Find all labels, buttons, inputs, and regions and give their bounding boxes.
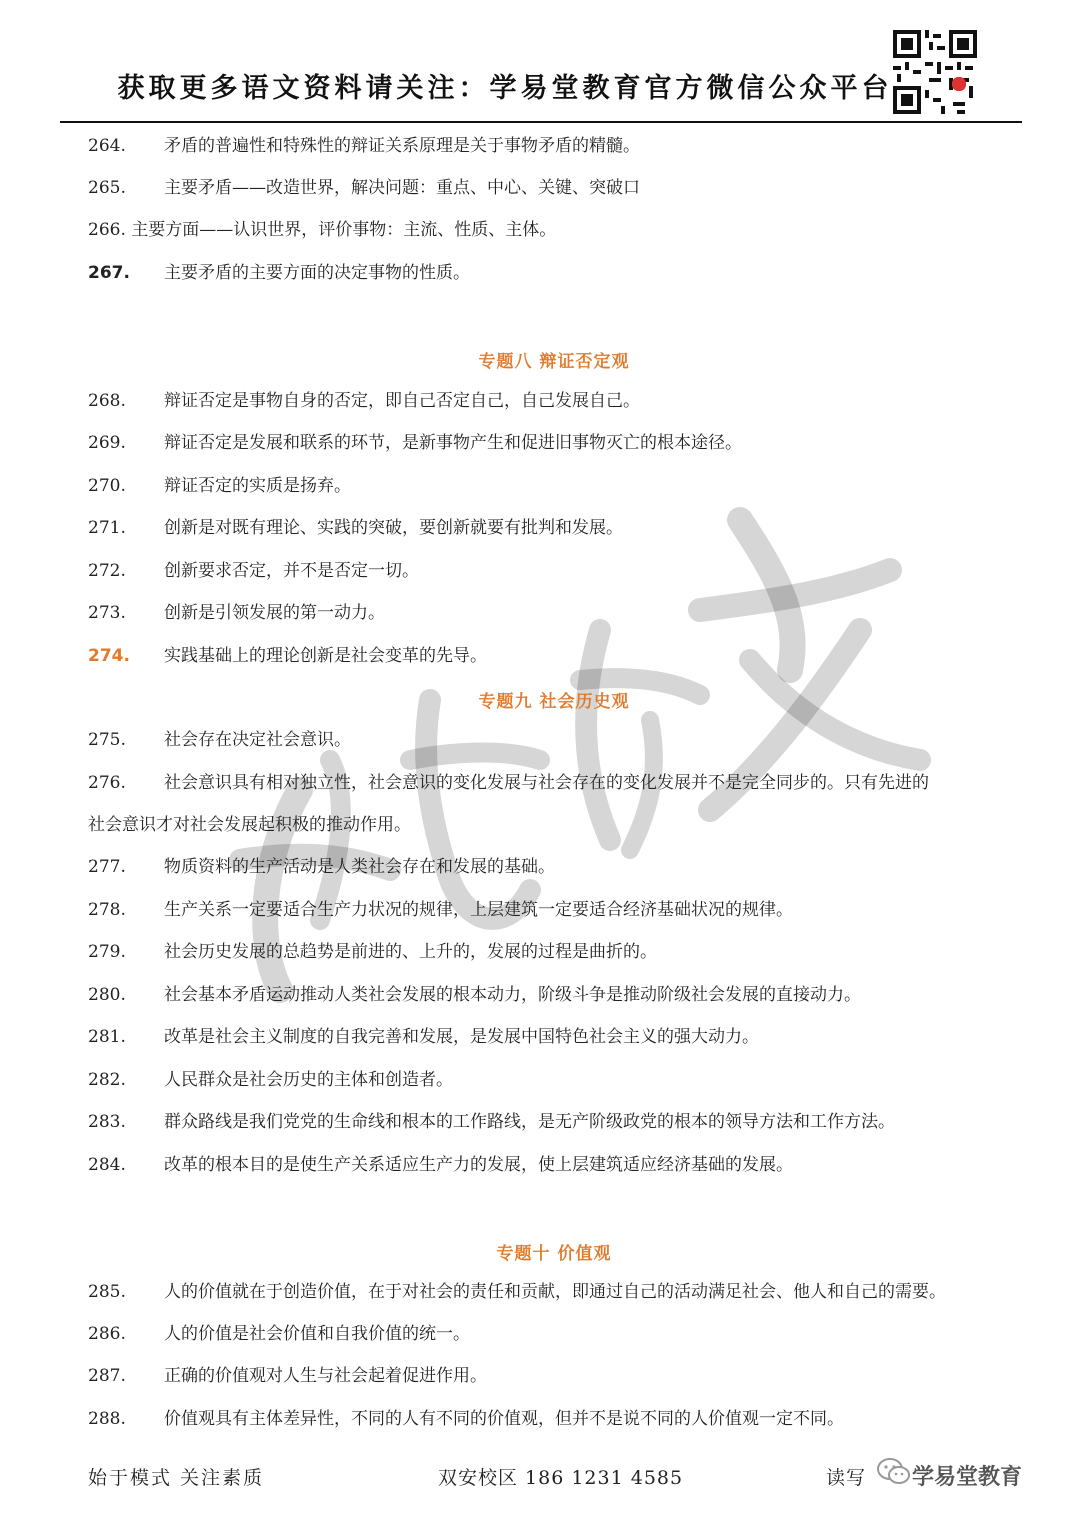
section-title: 专题九 社会历史观 <box>478 692 630 712</box>
item-text: 社会存在决定社会意识。 <box>164 730 351 750</box>
section-title: 专题十 价值观 <box>496 1244 612 1264</box>
item-number: 280. <box>88 985 126 1005</box>
item-number: 265. <box>88 178 126 198</box>
footer-contact: 双安校区 186 1231 4585 <box>438 1467 684 1489</box>
item-text: 社会意识具有相对独立性，社会意识的变化发展与社会存在的变化发展并不是完全同步的。只有先进的 <box>164 773 929 793</box>
item-text-continuation: 社会意识才对社会发展起积极的推动作用。 <box>88 815 411 835</box>
item-text: 社会基本矛盾运动推动人类社会发展的根本动力，阶级斗争是推动阶级社会发展的直接动力。 <box>164 985 861 1005</box>
item-number: 267. <box>88 263 130 283</box>
item-number: 278. <box>88 900 126 920</box>
item-text: 主要方面——认识世界，评价事物：主流、性质、主体。 <box>131 220 557 240</box>
item-text: 辩证否定的实质是扬弃。 <box>164 476 351 496</box>
item-number: 288. <box>88 1409 126 1429</box>
item-text: 主要矛盾——改造世界，解决问题：重点、中心、关键、突破口 <box>164 178 640 198</box>
item-number: 271. <box>88 518 126 538</box>
item-text: 辩证否定是事物自身的否定，即自己否定自己，自己发展自己。 <box>164 391 640 411</box>
item-number: 277. <box>88 857 126 877</box>
item-number: 274. <box>88 646 130 666</box>
item-text: 社会历史发展的总趋势是前进的、上升的，发展的过程是曲折的。 <box>164 942 657 962</box>
item-text: 人的价值就在于创造价值，在于对社会的责任和贡献，即通过自己的活动满足社会、他人和自己的需要。 <box>164 1282 946 1302</box>
item-number: 283. <box>88 1112 126 1132</box>
item-text: 矛盾的普遍性和特殊性的辩证关系原理是关于事物矛盾的精髓。 <box>164 136 640 156</box>
item-number: 282. <box>88 1070 126 1090</box>
wechat-account-name: 学易堂教育 <box>912 1465 1023 1490</box>
item-text: 改革的根本目的是使生产关系适应生产力的发展，使上层建筑适应经济基础的发展。 <box>164 1155 793 1175</box>
header-divider <box>60 121 1022 123</box>
qr-code-icon[interactable] <box>893 30 977 114</box>
item-text: 物质资料的生产活动是人类社会存在和发展的基础。 <box>164 857 555 877</box>
item-number: 281. <box>88 1027 126 1047</box>
footer-slogan: 始于模式 关注素质 <box>88 1467 265 1489</box>
item-text: 创新是引领发展的第一动力。 <box>164 603 385 623</box>
item-number: 284. <box>88 1155 126 1175</box>
section-title: 专题八 辩证否定观 <box>478 352 630 372</box>
item-text: 群众路线是我们党党的生命线和根本的工作路线，是无产阶级政党的根本的领导方法和工作方法。 <box>164 1112 895 1132</box>
item-text: 主要矛盾的主要方面的决定事物的性质。 <box>164 263 470 283</box>
item-text: 人的价值是社会价值和自我价值的统一。 <box>164 1324 470 1344</box>
item-number: 279. <box>88 942 126 962</box>
item-number: 264. <box>88 136 126 156</box>
item-number: 272. <box>88 561 126 581</box>
item-text: 实践基础上的理论创新是社会变革的先导。 <box>164 646 487 666</box>
item-number: 287. <box>88 1366 126 1386</box>
item-number: 285. <box>88 1282 126 1302</box>
item-text: 正确的价值观对人生与社会起着促进作用。 <box>164 1366 487 1386</box>
wechat-icon <box>876 1457 912 1487</box>
item-text: 价值观具有主体差异性，不同的人有不同的价值观，但并不是说不同的人价值观一定不同。 <box>164 1409 844 1429</box>
footer-right-text: 读写 <box>826 1467 867 1489</box>
item-number: 275. <box>88 730 126 750</box>
item-number: 268. <box>88 391 126 411</box>
item-text: 创新要求否定，并不是否定一切。 <box>164 561 419 581</box>
item-number: 269. <box>88 433 126 453</box>
item-text: 生产关系一定要适合生产力状况的规律，上层建筑一定要适合经济基础状况的规律。 <box>164 900 793 920</box>
item-text: 创新是对既有理论、实践的突破，要创新就要有批判和发展。 <box>164 518 623 538</box>
item-number: 270. <box>88 476 126 496</box>
item-number: 266. <box>88 220 126 240</box>
item-text: 人民群众是社会历史的主体和创造者。 <box>164 1070 453 1090</box>
header-title: 获取更多语文资料请关注：学易堂教育官方微信公众平台 <box>117 73 893 104</box>
item-number: 276. <box>88 773 126 793</box>
item-number: 286. <box>88 1324 126 1344</box>
list-item <box>88 209 1038 251</box>
item-text: 辩证否定是发展和联系的环节，是新事物产生和促进旧事物灭亡的根本途径。 <box>164 433 742 453</box>
item-number: 273. <box>88 603 126 623</box>
item-text: 改革是社会主义制度的自我完善和发展，是发展中国特色社会主义的强大动力。 <box>164 1027 759 1047</box>
